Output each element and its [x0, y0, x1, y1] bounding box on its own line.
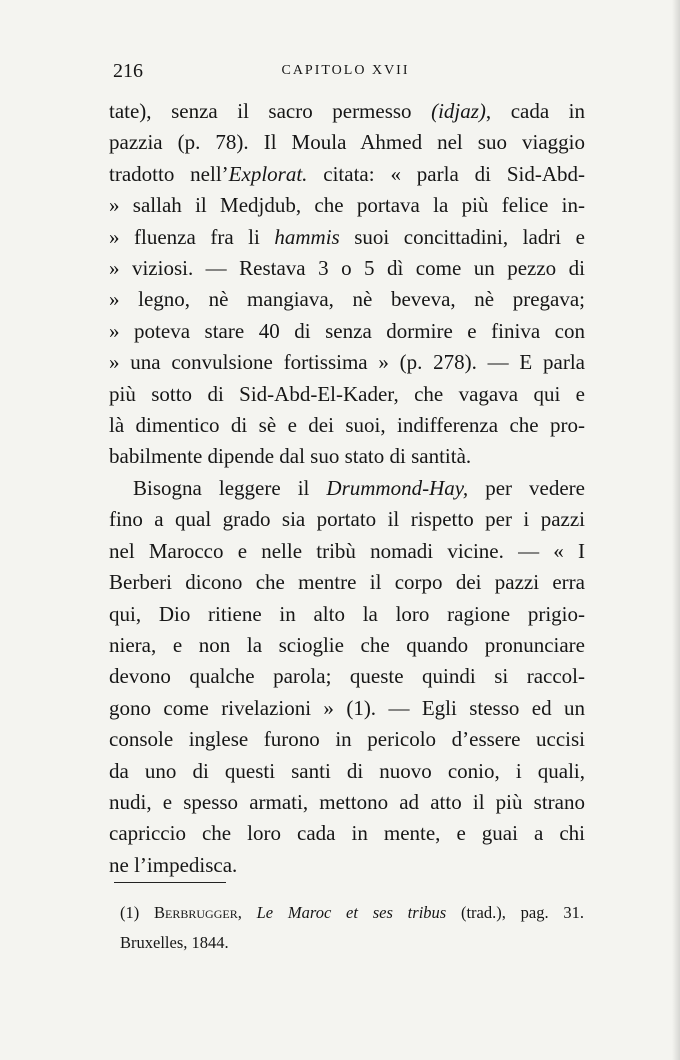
text-line: tate), senza il sacro permesso (idjaz), cada in — [109, 99, 586, 123]
text-line: » poteva stare 40 di senza dormire e finiva con — [109, 318, 585, 343]
footnote-author: Berbrugger — [154, 903, 238, 922]
text-line: fino a qual grado sia portato il rispetto per i pazzi — [109, 507, 585, 532]
text-line: console inglese furono in pericolo d’essere uccisi — [109, 727, 585, 752]
text-line: » legno, nè mangiava, nè beveva, nè pregava; — [109, 287, 585, 312]
text-line: niera, e non la scioglie che quando pronunciare — [109, 632, 585, 657]
text-line: gono come rivelazioni » (1). — Egli stesso ed un — [109, 695, 585, 720]
text-line: qui, Dio ritiene in alto la loro ragione prigio- — [109, 601, 585, 626]
text-line: capriccio che loro cada in mente, e guai a chi — [109, 821, 585, 846]
text-line: » fluenza fra li hammis suoi concittadini, ladri e — [109, 224, 585, 249]
page-edge-shadow — [672, 0, 680, 1060]
text-line: pazzia (p. 78). Il Moula Ahmed nel suo viaggio — [109, 130, 585, 155]
running-head: CAPITOLO XVII — [281, 63, 410, 78]
text-line: » viziosi. — Restava 3 o 5 dì come un pezzo di — [109, 256, 585, 281]
text-line: » una convulsione fortissima » (p. 278). — E parla — [109, 350, 585, 375]
text-line: nudi, e spesso armati, mettono ad atto il più strano — [109, 789, 585, 814]
text-line: devono qualche parola; queste quindi si raccol- — [109, 664, 585, 689]
footnote-line: Bruxelles, 1844. — [120, 933, 229, 952]
text-line: » sallah il Medjdub, che portava la più felice in- — [109, 193, 585, 218]
text-line: da uno di questi santi di nuovo conio, i quali, — [109, 758, 585, 783]
footnote — [120, 898, 584, 958]
text-line: nel Marocco e nelle tribù nomadi vicine. — « I — [109, 538, 585, 563]
text-line: là dimentico di sè e dei suoi, indifferenza che pro- — [109, 413, 585, 438]
footnote-title: Le Maroc et ses tribus — [256, 903, 447, 922]
page-header — [113, 60, 578, 86]
text-line: Berberi dicono che mentre il corpo dei pazzi erra — [109, 570, 585, 595]
text-line: ne l’impedisca. — [109, 852, 238, 877]
main-text — [109, 96, 585, 881]
text-line: più sotto di Sid-Abd-El-Kader, che vagava qui e — [109, 381, 585, 406]
footnote-line: (1) Berbrugger, Le Maroc et ses tribus (trad.), pag. 31. — [120, 903, 585, 922]
text-line: tradotto nell’Explorat. citata: « parla di Sid-Abd- — [109, 161, 585, 186]
text-line: babilmente dipende dal suo stato di santità. — [109, 444, 472, 469]
text-line: Bisogna leggere il Drummond-Hay, per vedere — [133, 475, 585, 500]
footnote-rule — [114, 882, 226, 883]
page-number: 216 — [113, 60, 143, 82]
